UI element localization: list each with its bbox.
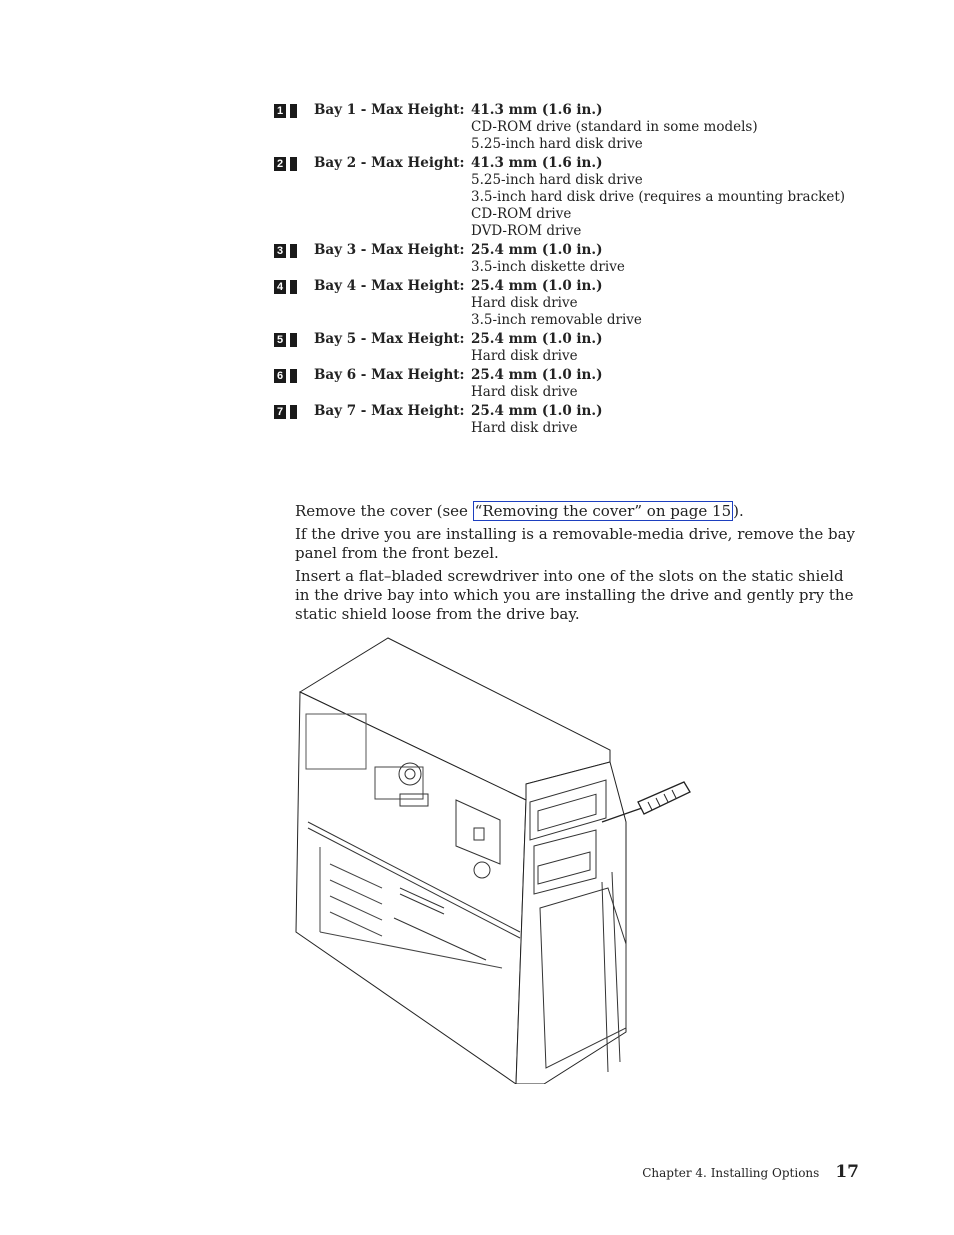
bay-row — [274, 331, 874, 365]
bay-drive-type: Hard disk drive — [471, 295, 578, 311]
bay-drive-type: 3.5-inch hard disk drive (requires a mounting bracket) — [471, 189, 846, 205]
bay-max-height: 25.4 mm (1.0 in.) — [471, 367, 603, 383]
bay-details — [471, 102, 874, 153]
bay-number-badge: 3 — [274, 244, 286, 258]
badge-bar — [290, 104, 297, 118]
bay-label: Bay 7 - Max Height: — [314, 403, 465, 419]
bay-row — [274, 102, 874, 153]
bay-drive-type: 3.5-inch diskette drive — [471, 259, 625, 275]
bay-label: Bay 3 - Max Height: — [314, 242, 465, 258]
bay-row — [274, 367, 874, 401]
badge-bar — [290, 157, 297, 171]
bay-number-badge: 4 — [274, 280, 286, 294]
bay-row — [274, 242, 874, 276]
bay-max-height: 41.3 mm (1.6 in.) — [471, 155, 603, 171]
bay-number-badge: 1 — [274, 104, 286, 118]
bay-drive-type: CD-ROM drive (standard in some models) — [471, 119, 758, 135]
bay-number-badge: 2 — [274, 157, 286, 171]
bay-label: Bay 1 - Max Height: — [314, 102, 465, 118]
bay-row — [274, 403, 874, 437]
bay-details — [471, 403, 874, 437]
instruction-steps — [295, 502, 855, 628]
bay-max-height: 25.4 mm (1.0 in.) — [471, 242, 603, 258]
step-3: Insert a flat–bladed screwdriver into one of the slots on the static shield in the drive bay into which you are installing the drive and gently pry the static shield loose from the drive bay. — [295, 567, 854, 623]
bay-drive-type: 5.25-inch hard disk drive — [471, 172, 643, 188]
bay-number-badge: 5 — [274, 333, 286, 347]
computer-screwdriver-illustration — [290, 632, 710, 1084]
bay-label: Bay 2 - Max Height: — [314, 155, 465, 171]
bay-row — [274, 155, 874, 240]
bay-label: Bay 5 - Max Height: — [314, 331, 465, 347]
bay-number-badge: 7 — [274, 405, 286, 419]
page-number: 17 — [835, 1162, 859, 1182]
bay-details — [471, 278, 874, 329]
bay-drive-type: Hard disk drive — [471, 348, 578, 364]
bay-max-height: 25.4 mm (1.0 in.) — [471, 278, 603, 294]
bay-list — [274, 102, 874, 439]
bay-max-height: 25.4 mm (1.0 in.) — [471, 331, 603, 347]
bay-drive-type: Hard disk drive — [471, 420, 578, 436]
chapter-label: Chapter 4. Installing Options — [642, 1166, 820, 1180]
badge-bar — [290, 333, 297, 347]
bay-drive-type: Hard disk drive — [471, 384, 578, 400]
bay-drive-type: CD-ROM drive — [471, 206, 572, 222]
page-footer — [642, 1162, 859, 1182]
badge-bar — [290, 405, 297, 419]
badge-bar — [290, 369, 297, 383]
bay-drive-type: DVD-ROM drive — [471, 223, 582, 239]
removing-cover-link[interactable]: “Removing the cover” on page 15 — [474, 502, 732, 520]
bay-number-badge: 6 — [274, 369, 286, 383]
bay-details — [471, 242, 874, 276]
bay-max-height: 41.3 mm (1.6 in.) — [471, 102, 603, 118]
bay-max-height: 25.4 mm (1.0 in.) — [471, 403, 603, 419]
bay-label: Bay 6 - Max Height: — [314, 367, 465, 383]
badge-bar — [290, 280, 297, 294]
step-2: If the drive you are installing is a removable-media drive, remove the bay panel from the front bezel. — [295, 525, 855, 562]
bay-drive-type: 3.5-inch removable drive — [471, 312, 642, 328]
bay-drive-type: 5.25-inch hard disk drive — [471, 136, 643, 152]
bay-row — [274, 278, 874, 329]
step-1: Remove the cover (see “Removing the cover” on page 15 ). — [295, 502, 744, 520]
bay-details — [471, 367, 874, 401]
bay-details — [471, 155, 874, 240]
bay-label: Bay 4 - Max Height: — [314, 278, 465, 294]
badge-bar — [290, 244, 297, 258]
bay-details — [471, 331, 874, 365]
